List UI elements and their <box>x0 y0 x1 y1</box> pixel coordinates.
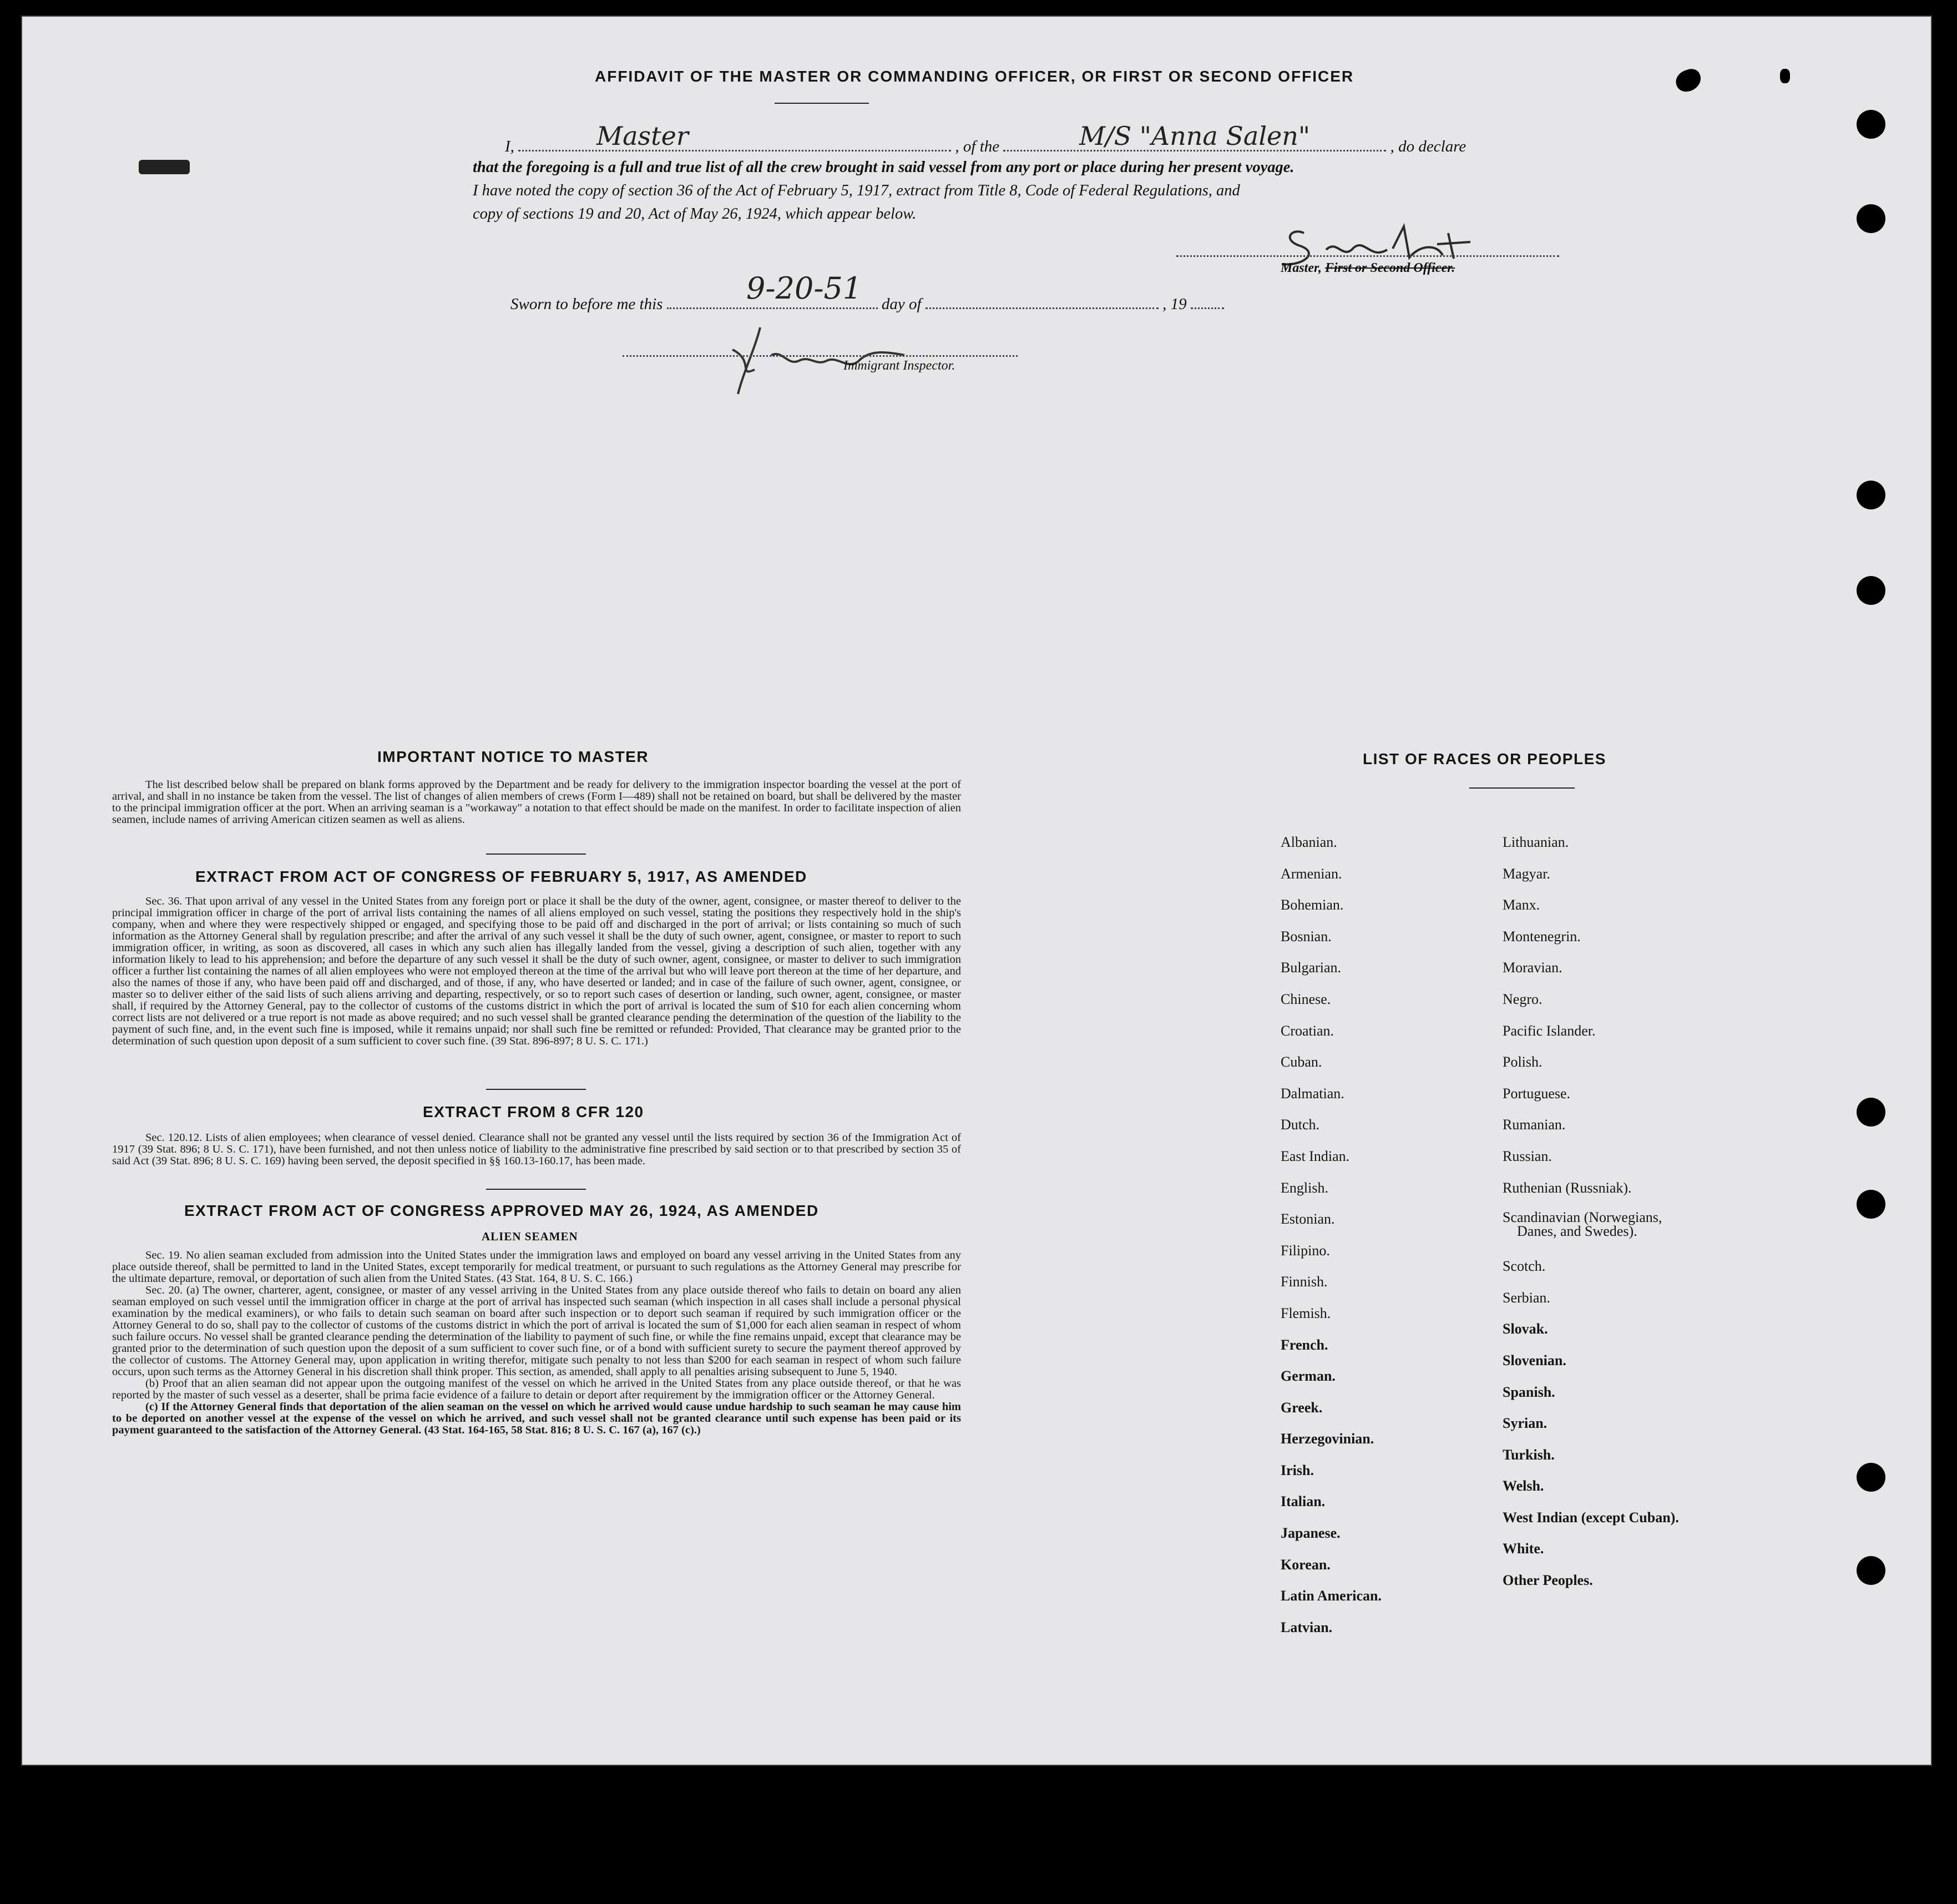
divider <box>486 1189 586 1190</box>
notice-title: IMPORTANT NOTICE TO MASTER <box>377 748 649 765</box>
sec-36-text: Sec. 36. That upon arrival of any vessel in the United States from any foreign port or place it shall be the duty of the owner, agent, consignee, or master thereof to deliver to the principal immigration officer in charge of the port of arrival lists containing the names of all aliens employed on such vessel, stating the positions they respectively hold in the ship's company, when and where they were respectively shipped or engaged, and specifying those to be paid off and discharged in the port of arrival; or lists containing so much of such information as the Attorney General shall by regulation prescribe; and after the arrival of any such vessel it shall be the duty of such owner, agent, consignee, or master to report to such immigration officer, in writing, as soon as discovered, all cases in which any such alien has illegally landed from the vessel, giving a description of such alien, together with any information likely to lead to his apprehension; and before the departure of any such vessel it shall be the duty of such owner, agent, consignee, or master to deliver to such immigration officer a further list containing the names of all alien employees who were not employed thereon at the time of the arrival but who will leave port thereon at the time of her departure, and also the names of those if any, who have been paid off and discharged, and of those, if any, who have deserted or landed; and in case of the failure of such owner, agent, consignee, or master so to deliver either of the said lists of such aliens arriving and departing, respectively, or so to report such cases of desertion or landing, such owner, agent, consignee, or master shall, if required by the Attorney General, pay to the collector of customs of the customs district in which the port of arrival is located the sum of $10 for each alien concerning whom correct lists are not delivered or a true report is not made as above required; and no such vessel shall be granted clearance pending the determination of the question of the liability to the payment of such fine, and, in the event such fine is imposed, while it remains unpaid; nor shall such fine be remitted or refunded: Provided, That clearance may be granted prior to the determination of such question upon deposit of a sum sufficient to cover such fine. (39 Stat. 896-897; 8 U. S. C. 171.) <box>112 895 961 1047</box>
binder-hole <box>1857 1098 1885 1127</box>
race-item: Polish. <box>1503 1054 1543 1070</box>
binder-hole <box>1857 1556 1885 1585</box>
extract-1917-title: EXTRACT FROM ACT OF CONGRESS OF FEBRUARY 5, 1917, AS AMENDED <box>195 868 807 885</box>
race-item: Herzegovinian. <box>1281 1431 1374 1447</box>
race-item: White. <box>1503 1541 1544 1557</box>
race-item: Cuban. <box>1281 1054 1322 1070</box>
race-item: Russian. <box>1503 1148 1552 1164</box>
race-item: Lithuanian. <box>1503 834 1569 850</box>
race-item: Albanian. <box>1281 834 1337 850</box>
sec-20c-text: (c) If the Attorney General finds that deportation of the alien seaman on the vessel on which he arrived would cause undue hardship to such seaman he may cause him to be deported on another vessel at the expense of the vessel on which he arrived, and such vessel shall not be granted clearance until such expense has been paid or its payment guaranteed to the satisfaction of the Attorney General. (43 Stat. 164-165, 58 Stat. 816; 8 U. S. C. 167 (a), 167 (c).) <box>112 1401 961 1436</box>
redaction-mark <box>139 160 190 174</box>
race-item: Moravian. <box>1503 959 1562 976</box>
race-item: French. <box>1281 1336 1328 1353</box>
race-item: West Indian (except Cuban). <box>1503 1509 1679 1526</box>
race-item: East Indian. <box>1281 1148 1350 1164</box>
binder-hole <box>1857 110 1885 139</box>
notice-body <box>112 779 961 826</box>
race-item: Magyar. <box>1503 865 1550 882</box>
divider <box>486 1089 586 1090</box>
binder-hole <box>1857 481 1885 509</box>
race-item: Manx. <box>1503 897 1540 913</box>
ink-blot <box>1673 66 1704 94</box>
race-item: Portuguese. <box>1503 1085 1571 1102</box>
race-item: Latin American. <box>1281 1588 1382 1604</box>
signature-label-struck: First or Second Officer. <box>1325 261 1455 275</box>
handwritten-vessel: M/S "Anna Salen" <box>1079 121 1311 151</box>
races-title: LIST OF RACES OR PEOPLES <box>1363 750 1606 767</box>
race-item: English. <box>1281 1179 1328 1196</box>
race-item: Serbian. <box>1503 1289 1550 1306</box>
race-item: Bulgarian. <box>1281 959 1342 976</box>
inspector-label: Immigrant Inspector. <box>843 358 955 373</box>
race-item: Danes, and Swedes). <box>1517 1223 1637 1240</box>
race-item: Latvian. <box>1281 1619 1333 1635</box>
notice-text: The list described below shall be prepared on blank forms approved by the Department and be ready for delivery to the immigration inspector boarding the vessel at the port of arrival, and shall in no instance be taken from the vessel. The list of changes of alien members of crews (Form I—489) shall not be retained on board, but shall be delivered by the master to the principal immigration officer at the port. When an arriving seaman is a "workaway" a notation to that effect should be made on the manifest. In order to facilitate inspection of alien seamen, include names of arriving American citizen seamen as well as aliens. <box>112 779 961 826</box>
race-item: Syrian. <box>1503 1415 1548 1432</box>
race-item: Ruthenian (Russniak). <box>1503 1179 1632 1196</box>
extract-1924-body <box>112 1250 961 1436</box>
signature-line <box>1176 255 1559 257</box>
declaration-line-3: I have noted the copy of section 36 of the Act of February 5, 1917, extract from Title 8, Code of Federal Regulations, and <box>473 182 1240 199</box>
sworn-year: , 19 <box>1162 295 1187 313</box>
race-item: Croatian. <box>1281 1022 1334 1039</box>
sec-20a-text: Sec. 20. (a) The owner, charterer, agent, consignee, or master of any vessel arriving in the United States from any place outside thereof who fails to detain on board any alien seaman employed on such vessel until the immigration officer in charge at the port of arrival has inspected such seaman (which inspection in all cases shall include a personal physical examination by the medical examiners), or who fails to detain such seaman on board after such inspection or to deport such seaman if required by such immigration officer or the Attorney General to do so, shall pay to the collector of customs of the customs district in which the port of arrival is located the sum of $1,000 for each alien seaman in respect of whom such failure occurs. No vessel shall be granted clearance pending the determination of the liability to payment of such fine, or while the fine remains unpaid, except that clearance may be granted prior to the determination of such question upon the deposit of a sum sufficient to cover such fine, or of a bond with sufficient surety to secure the payment thereof approved by the collector of customs. The Attorney General may, upon application in writing therefor, mitigate such penalty to not less than $200 for each seaman in respect of whom such failure occurs, upon such terms as the Attorney General in his discretion shall think proper. This section, as amended, shall apply to all penalties arising subsequent to June 5, 1940. <box>112 1284 961 1378</box>
binder-hole <box>1857 576 1885 605</box>
declaration-line-4: copy of sections 19 and 20, Act of May 26, 1924, which appear below. <box>473 205 917 223</box>
divider <box>775 103 869 104</box>
race-item: Rumanian. <box>1503 1117 1566 1133</box>
sec-120-12-text: Sec. 120.12. Lists of alien employees; when clearance of vessel denied. Clearance shall not be granted any vessel until the lists required by section 36 of the Immigration Act of 1917 (39 Stat. 896; 8 U. S. C. 171), have been furnished, and not then unless notice of liability to the administrative fine prescribed by said section or to that prescribed by section 35 of said Act (39 Stat. 896; 8 U. S. C. 169) having been served, the deposit specified in §§ 160.13-160.17, has been made. <box>112 1132 961 1167</box>
sec-19-text: Sec. 19. No alien seaman excluded from admission into the United States under the immigration laws and employed on board any vessel arriving in the United States from any place outside thereof, shall be permitted to land in the United States, except temporarily for medical treatment, or pursuant to such regulations as the Attorney General may prescribe for the ultimate departure, removal, or deportation of such alien from the United States. (43 Stat. 164, 8 U. S. C. 166.) <box>112 1249 961 1285</box>
decl-suffix: , do declare <box>1390 138 1467 155</box>
race-item: Spanish. <box>1503 1383 1555 1400</box>
master-name-field <box>518 131 951 151</box>
race-item: Irish. <box>1281 1462 1314 1478</box>
race-item: Korean. <box>1281 1556 1331 1573</box>
races-column-2 <box>1503 827 1679 1597</box>
extract-8cfr-title: EXTRACT FROM 8 CFR 120 <box>423 1103 644 1120</box>
binder-hole <box>1857 1190 1885 1219</box>
race-item: Negro. <box>1503 991 1543 1007</box>
race-item: Chinese. <box>1281 991 1331 1007</box>
race-item: Japanese. <box>1281 1525 1341 1542</box>
race-item: Armenian. <box>1281 865 1342 882</box>
decl-mid: , of the <box>955 138 1000 155</box>
alien-seamen-subtitle: ALIEN SEAMEN <box>482 1230 578 1243</box>
extract-8cfr-body <box>112 1132 961 1167</box>
race-item: Dalmatian. <box>1281 1085 1344 1102</box>
signature-label-master: Master, <box>1281 261 1326 275</box>
race-item: Turkish. <box>1503 1446 1555 1463</box>
race-item: German. <box>1281 1368 1336 1385</box>
race-item: Bosnian. <box>1281 928 1332 945</box>
race-item: Welsh. <box>1503 1478 1544 1494</box>
race-item: Bohemian. <box>1281 897 1344 913</box>
handwritten-master: Master <box>596 121 689 151</box>
race-item: Other Peoples. <box>1503 1572 1593 1589</box>
race-item: Italian. <box>1281 1493 1326 1510</box>
sworn-line <box>510 289 1224 316</box>
declaration-line-2: that the foregoing is a full and true list of all the crew brought in said vessel from any port or place during her present voyage. <box>473 159 1294 176</box>
race-item: Flemish. <box>1281 1305 1331 1321</box>
ink-mark <box>1780 69 1790 83</box>
handwritten-sworn-date: 9-20-51 <box>746 271 862 306</box>
binder-hole <box>1857 204 1885 233</box>
race-item: Pacific Islander. <box>1503 1022 1596 1039</box>
extract-1924-title: EXTRACT FROM ACT OF CONGRESS APPROVED MAY 26, 1924, AS AMENDED <box>184 1202 819 1219</box>
inspector-line <box>623 355 1018 357</box>
race-item: Dutch. <box>1281 1117 1320 1133</box>
divider <box>1469 787 1575 789</box>
race-item: Greek. <box>1281 1399 1323 1416</box>
binder-hole <box>1857 1463 1885 1492</box>
extract-1917-body <box>112 896 961 1047</box>
race-item: Filipino. <box>1281 1242 1330 1259</box>
divider <box>486 853 586 855</box>
race-item: Montenegrin. <box>1503 928 1581 945</box>
race-item: Finnish. <box>1281 1274 1328 1290</box>
sec-20b-text: (b) Proof that an alien seaman did not appear upon the outgoing manifest of the vessel on which he arrived in the United States from any place outside thereof, or that he was reported by the master of such vessel as a deserter, shall be prima facie evidence of a failure to detain or deport after requirement by the immigration officer or the Attorney General. <box>112 1377 961 1401</box>
decl-prefix: I, <box>505 138 514 155</box>
race-item: Slovenian. <box>1503 1352 1566 1368</box>
race-item: Scotch. <box>1503 1258 1546 1275</box>
races-column-1 <box>1281 827 1382 1643</box>
race-item: Slovak. <box>1503 1321 1548 1337</box>
signature-label <box>1281 261 1455 276</box>
sworn-year-field <box>1191 289 1224 309</box>
sworn-mid: day of <box>881 295 922 313</box>
race-item: Estonian. <box>1281 1211 1335 1228</box>
sworn-month-field <box>926 289 1159 309</box>
sworn-prefix: Sworn to before me this <box>510 295 663 313</box>
race-item: Scandinavian (Norwegians, <box>1503 1209 1662 1226</box>
inspector-signature <box>721 316 921 400</box>
affidavit-title: AFFIDAVIT OF THE MASTER OR COMMANDING OFFICER, OR FIRST OR SECOND OFFICER <box>595 68 1354 85</box>
document-page <box>22 17 1931 1765</box>
